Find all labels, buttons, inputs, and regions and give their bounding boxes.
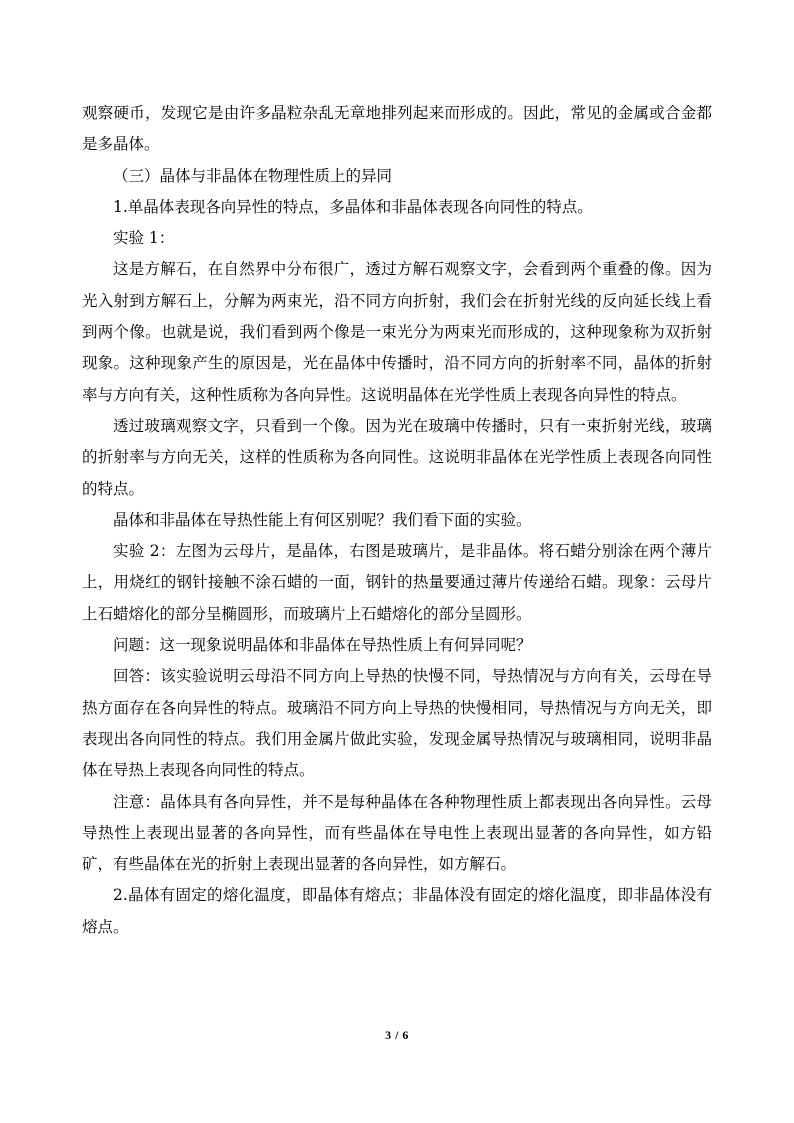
paragraph-thermal-intro: 晶体和非晶体在导热性能上有何区别呢？我们看下面的实验。 [113,510,532,529]
paragraph-glass: 透过玻璃观察文字，只看到一个像。因为光在玻璃中传播时，只有一束折射光线，玻璃的折射率与方向无关，这样的性质称为各向同性。这说明非晶体在光学性质上表现各向同性的特点。 [82,416,712,498]
point-2-melting-point: 2.晶体有固定的熔化温度，即晶体有熔点；非晶体没有固定的熔化温度，即非晶体没有熔点。 [82,886,712,936]
section-heading-crystal-properties: （三）晶体与非晶体在物理性质上的异同 [113,166,393,185]
experiment-1-label: 实验 1： [113,229,175,248]
paragraph-calcite: 这是方解石，在自然界中分布很广，透过方解石观察文字，会看到两个重叠的像。因为光入射到方解石上，分解为两束光，沿不同方向折射，我们会在折射光线的反向延长线上看到两个像。也就是说，我们看到两个像是一束光分为两束光而形成的，这种现象称为双折射现象。这种现象产生的原因是，光在晶体中传播时，沿不同方向的折射率不同，晶体的折射率与方向有关，这种性质称为各向异性。这说明晶体在光学性质上表现各向异性的特点。 [82,260,712,404]
answer-paragraph: 回答：该实验说明云母沿不同方向上导热的快慢不同，导热情况与方向有关，云母在导热方面存在各向异性的特点。玻璃沿不同方向上导热的快慢相同，导热情况与方向无关，即表现出各向同性的特点。我们用金属片做此实验，发现金属导热情况与玻璃相同，说明非晶体在导热上表现各向同性的特点。 [82,667,712,780]
paragraph-continuation: 观察硬币，发现它是由许多晶粒杂乱无章地排列起来而形成的。因此，常见的金属或合金都是多晶体。 [82,104,712,154]
point-1-anisotropy: 1.单晶体表现各向异性的特点，多晶体和非晶体表现各向同性的特点。 [113,197,593,216]
page-number: 3 / 6 [385,1028,409,1042]
experiment-2-paragraph: 实验 2：左图为云母片，是晶体，右图是玻璃片，是非晶体。将石蜡分别涂在两个薄片上，用烧红的钢针接触不涂石蜡的一面，钢针的热量要通过薄片传递给石蜡。现象：云母片上石蜡熔化的部分呈椭圆形，而玻璃片上石蜡熔化的部分呈圆形。 [82,542,712,623]
question-paragraph: 问题：这一现象说明晶体和非晶体在导热性质上有何异同呢？ [113,636,532,655]
document-body [82,98,712,943]
note-paragraph: 注意：晶体具有各向异性，并不是每种晶体在各种物理性质上都表现出各向异性。云母导热性上表现出显著的各向异性，而有些晶体在导电性上表现出显著的各向异性，如方铅矿，有些晶体在光的折射上表现出显著的各向异性，如方解石。 [82,792,712,874]
